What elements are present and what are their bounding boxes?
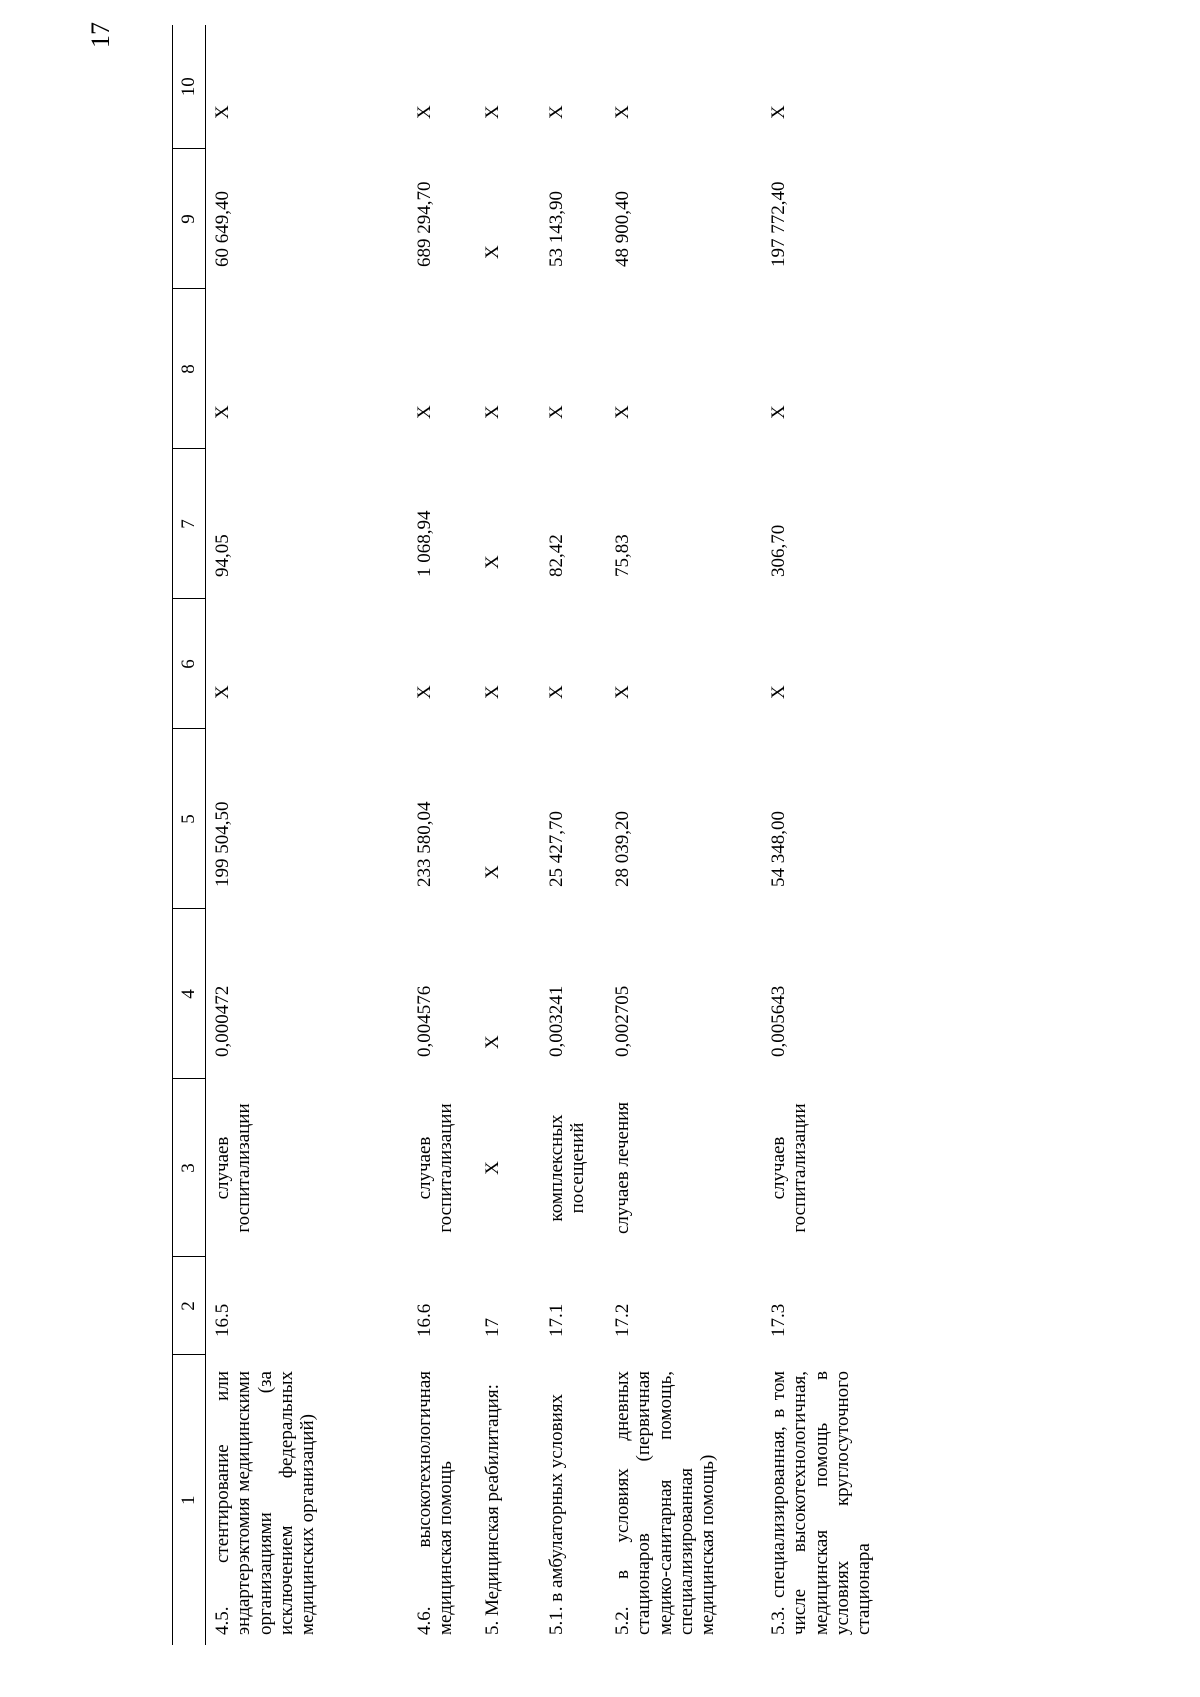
row-unit: X	[482, 1161, 503, 1175]
cell-col10: X	[768, 105, 789, 119]
cell-col4: 0,004576	[414, 985, 435, 1057]
cell-col7: 1 068,94	[414, 510, 435, 577]
row-name: 5.3. специализированная, в том числе высокотехнологичная, медицинская помощь в условиях круглосуточного стационара	[768, 1371, 875, 1635]
row-unit: случаев госпитализации	[414, 1103, 457, 1233]
table-row	[762, 25, 952, 1645]
cell-col8: X	[768, 405, 789, 419]
header-row	[173, 25, 206, 1645]
cell-col7: X	[482, 555, 503, 569]
rotated-table-sheet	[172, 25, 952, 1645]
cell-col7: 306,70	[768, 524, 789, 577]
row-unit: случаев госпитализации	[768, 1103, 811, 1233]
cell-col8: X	[212, 405, 233, 419]
cell-col9: 60 649,40	[212, 191, 233, 267]
row-code: 17.1	[546, 1303, 567, 1337]
cell-col6: X	[482, 685, 503, 699]
cell-col5: X	[482, 865, 503, 879]
cell-col9: X	[482, 245, 503, 259]
column-header: 6	[173, 599, 206, 729]
cell-col8: X	[482, 405, 503, 419]
row-name: 5.1. в амбулаторных условиях	[546, 1394, 567, 1635]
row-code: 17	[482, 1318, 503, 1337]
cell-col6: X	[768, 685, 789, 699]
row-unit: случаев лечения	[612, 1101, 633, 1235]
column-header: 2	[173, 1257, 206, 1355]
cell-col10: X	[482, 105, 503, 119]
cell-col9: 48 900,40	[612, 191, 633, 267]
cell-col4: X	[482, 1035, 503, 1049]
cell-col6: X	[546, 685, 567, 699]
page-number: 17	[86, 22, 115, 48]
row-code: 16.5	[212, 1303, 233, 1337]
cell-col9: 197 772,40	[768, 181, 789, 267]
column-header: 5	[173, 729, 206, 909]
row-name: 4.6. высокотехнологичная медицинская помощь	[414, 1371, 457, 1635]
row-name: 5. Медицинская реабилитация:	[482, 1384, 503, 1635]
cell-col5: 54 348,00	[768, 811, 789, 887]
row-name: 5.2. в условиях дневных стационаров (первичная медико-санитарная помощь, специализированная медицинская помощь)	[612, 1371, 719, 1635]
row-code: 17.3	[768, 1303, 789, 1337]
table-row	[206, 25, 409, 1645]
cell-col4: 0,002705	[612, 985, 633, 1057]
cell-col7: 75,83	[612, 534, 633, 577]
cell-col8: X	[546, 405, 567, 419]
cell-col8: X	[414, 405, 435, 419]
table-row	[476, 25, 540, 1645]
cell-col7: 94,05	[212, 534, 233, 577]
table-row	[540, 25, 606, 1645]
cell-col5: 233 580,04	[414, 801, 435, 887]
column-header: 1	[173, 1355, 206, 1645]
cell-col6: X	[414, 685, 435, 699]
cell-col4: 0,005643	[768, 985, 789, 1057]
cell-col6: X	[612, 685, 633, 699]
data-table	[172, 25, 952, 1645]
column-header: 8	[173, 289, 206, 449]
cell-col8: X	[612, 405, 633, 419]
row-code: 17.2	[612, 1303, 633, 1337]
row-unit: случаев госпитализации	[212, 1103, 255, 1233]
column-header: 4	[173, 909, 206, 1079]
cell-col10: X	[546, 105, 567, 119]
table-row	[408, 25, 476, 1645]
column-header: 7	[173, 449, 206, 599]
cell-col5: 28 039,20	[612, 811, 633, 887]
row-unit: комплексных посещений	[546, 1114, 589, 1222]
cell-col6: X	[212, 685, 233, 699]
cell-col9: 53 143,90	[546, 191, 567, 267]
cell-col9: 689 294,70	[414, 181, 435, 267]
column-header: 10	[173, 25, 206, 149]
cell-col7: 82,42	[546, 534, 567, 577]
column-header: 9	[173, 149, 206, 289]
cell-col10: X	[612, 105, 633, 119]
cell-col10: X	[414, 105, 435, 119]
cell-col5: 199 504,50	[212, 801, 233, 887]
cell-col4: 0,003241	[546, 985, 567, 1057]
row-name: 4.5. стентирование или эндартерэктомия медицинскими организациями (за исключением федеральных медицинских организаций)	[212, 1371, 319, 1635]
table-row	[606, 25, 762, 1645]
cell-col5: 25 427,70	[546, 811, 567, 887]
column-header: 3	[173, 1079, 206, 1257]
row-code: 16.6	[414, 1303, 435, 1337]
cell-col10: X	[212, 105, 233, 119]
cell-col4: 0,000472	[212, 985, 233, 1057]
